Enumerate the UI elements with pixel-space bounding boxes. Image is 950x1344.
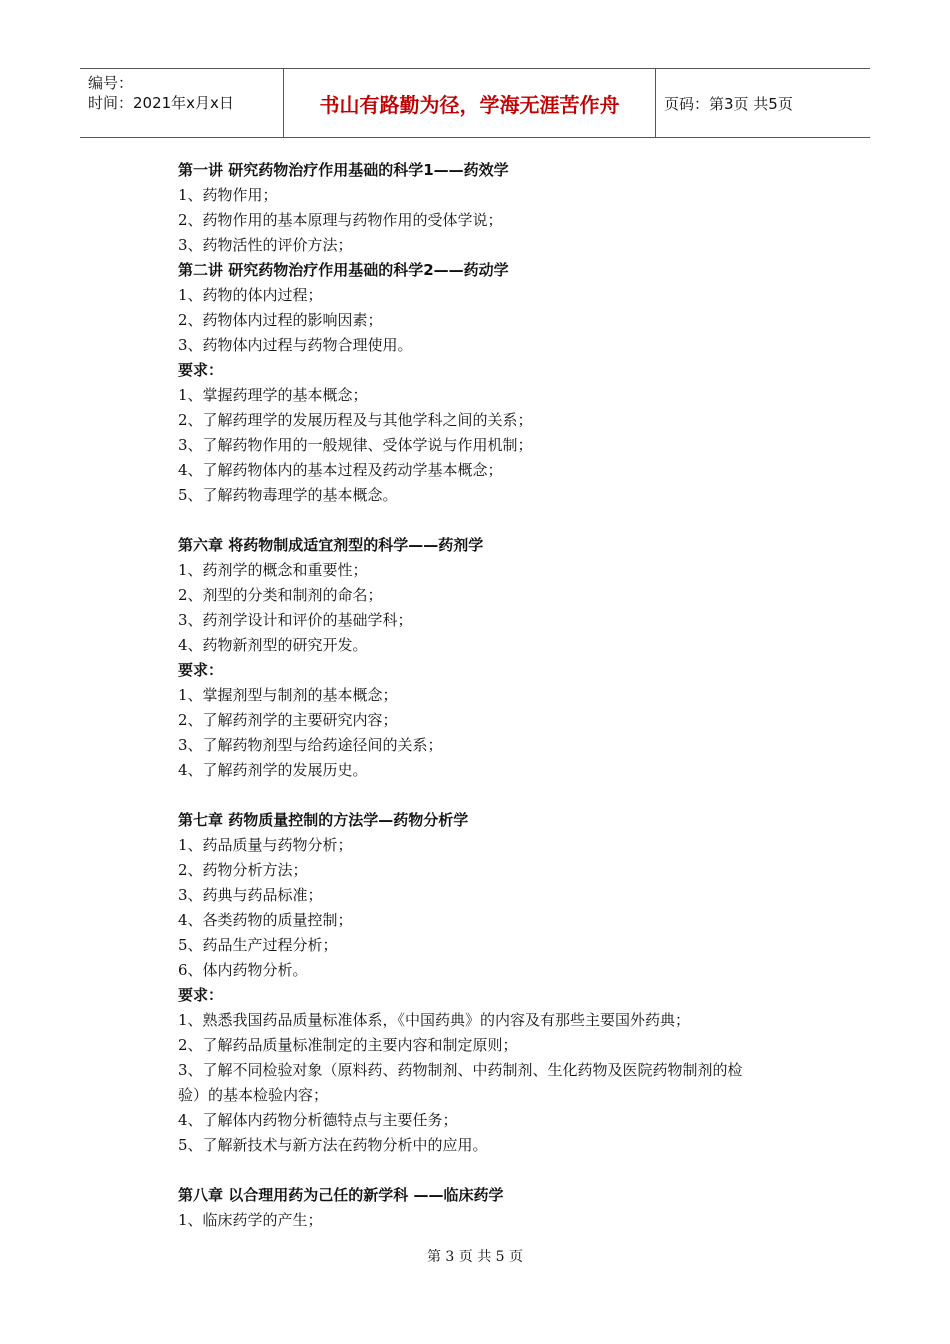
section-heading: 第二讲 研究药物治疗作用基础的科学2——药动学 <box>178 261 509 279</box>
requirement-item: 4、了解药物体内的基本过程及药动学基本概念； <box>178 461 503 479</box>
list-item: 1、临床药学的产生； <box>178 1211 323 1229</box>
section-heading: 第一讲 研究药物治疗作用基础的科学1——药效学 <box>178 161 509 179</box>
requirements-label: 要求： <box>178 661 224 679</box>
requirement-item-continued: 验）的基本检验内容； <box>178 1086 329 1104</box>
list-item: 2、药物分析方法； <box>178 861 308 879</box>
requirement-item: 1、熟悉我国药品质量标准体系，《中国药典》的内容及有那些主要国外药典； <box>178 1011 691 1029</box>
page-header <box>80 68 870 138</box>
number-label: 编号： <box>88 74 134 92</box>
list-item: 1、药物作用； <box>178 186 278 204</box>
requirement-item: 4、了解体内药物分析德特点与主要任务； <box>178 1111 458 1129</box>
list-item: 3、药物活性的评价方法； <box>178 236 353 254</box>
spacer <box>178 1158 818 1183</box>
list-item: 4、药物新剂型的研究开发。 <box>178 636 368 654</box>
requirement-item: 5、了解新技术与新方法在药物分析中的应用。 <box>178 1136 488 1154</box>
header-divider <box>655 69 656 137</box>
section-heading: 第八章 以合理用药为己任的新学科 ——临床药学 <box>178 1186 504 1204</box>
requirement-item: 4、了解药剂学的发展历史。 <box>178 761 368 779</box>
document-body <box>178 158 818 1233</box>
list-item: 3、药典与药品标准； <box>178 886 323 904</box>
requirements-label: 要求： <box>178 986 224 1004</box>
requirement-item: 5、了解药物毒理学的基本概念。 <box>178 486 398 504</box>
list-item: 4、各类药物的质量控制； <box>178 911 353 929</box>
requirement-item: 2、了解药剂学的主要研究内容； <box>178 711 398 729</box>
requirement-item: 1、掌握剂型与制剂的基本概念； <box>178 686 398 704</box>
list-item: 5、药品生产过程分析； <box>178 936 338 954</box>
requirement-item: 3、了解药物作用的一般规律、受体学说与作用机制； <box>178 436 533 454</box>
list-item: 1、药品质量与药物分析； <box>178 836 353 854</box>
requirement-item: 3、了解药物剂型与给药途径间的关系； <box>178 736 443 754</box>
requirements-label: 要求： <box>178 361 224 379</box>
header-motto: 书山有路勤为径，学海无涯苦作舟 <box>319 92 620 117</box>
spacer <box>178 783 818 808</box>
spacer <box>178 508 818 533</box>
date-label: 时间：2021年x月x日 <box>88 94 234 112</box>
list-item: 1、药物的体内过程； <box>178 286 323 304</box>
list-item: 6、体内药物分析。 <box>178 961 308 979</box>
requirement-item: 2、了解药理学的发展历程及与其他学科之间的关系； <box>178 411 533 429</box>
header-page-info: 页码：第3页 共5页 <box>664 94 793 113</box>
page-footer: 第 3 页 共 5 页 <box>426 1249 524 1265</box>
header-meta <box>88 73 278 113</box>
list-item: 2、药物体内过程的影响因素； <box>178 311 383 329</box>
list-item: 3、药剂学设计和评价的基础学科； <box>178 611 413 629</box>
list-item: 2、药物作用的基本原理与药物作用的受体学说； <box>178 211 503 229</box>
section-heading: 第七章 药物质量控制的方法学—药物分析学 <box>178 811 469 829</box>
list-item: 3、药物体内过程与药物合理使用。 <box>178 336 413 354</box>
list-item: 1、药剂学的概念和重要性； <box>178 561 368 579</box>
requirement-item: 2、了解药品质量标准制定的主要内容和制定原则； <box>178 1036 518 1054</box>
requirement-item: 1、掌握药理学的基本概念； <box>178 386 368 404</box>
list-item: 2、剂型的分类和制剂的命名； <box>178 586 383 604</box>
section-heading: 第六章 将药物制成适宜剂型的科学——药剂学 <box>178 536 484 554</box>
requirement-item: 3、了解不同检验对象（原料药、药物制剂、中药制剂、生化药物及医院药物制剂的检 <box>178 1061 743 1079</box>
